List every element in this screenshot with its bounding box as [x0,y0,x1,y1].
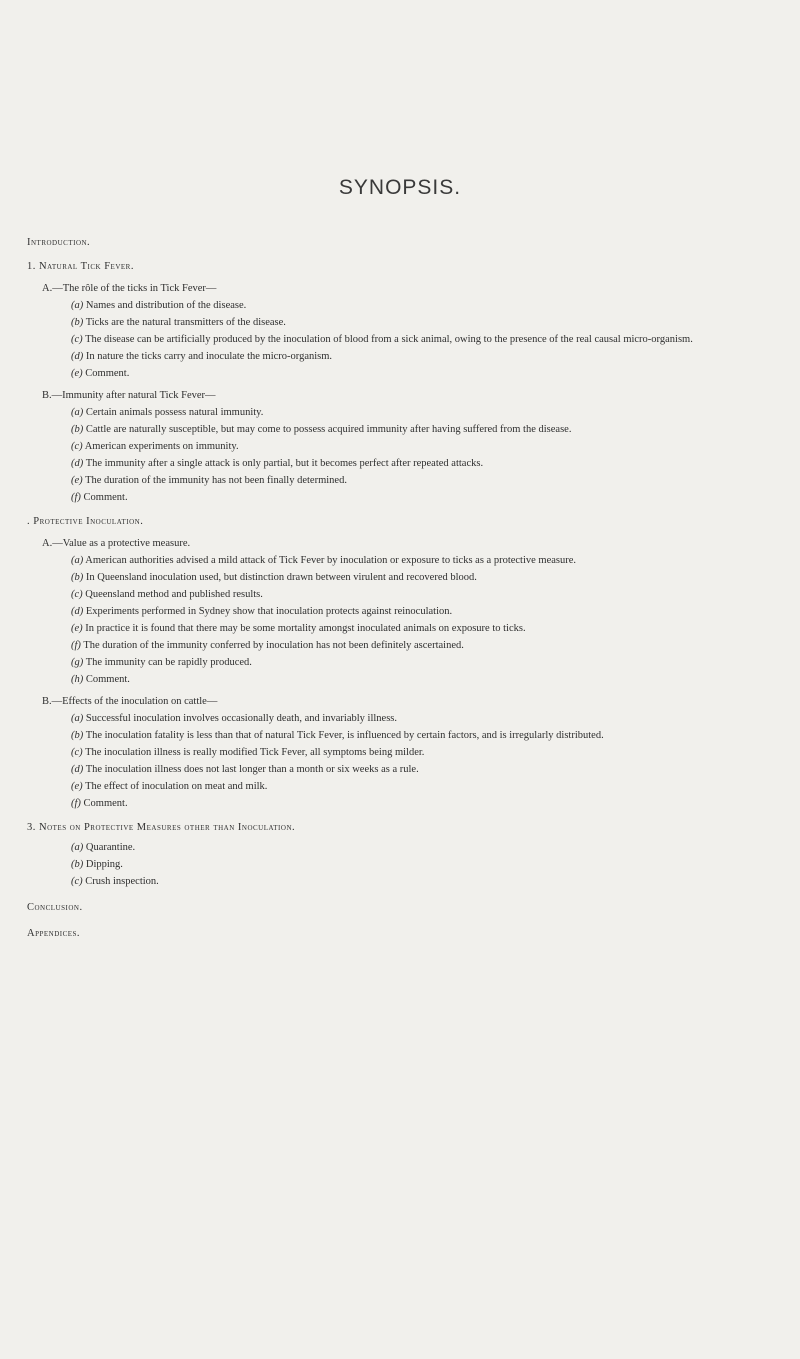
item-text: Quarantine. [85,842,136,853]
list-item [27,571,777,585]
item-text: The immunity after a single attack is only partial, but it becomes perfect after repeated attacks. [85,458,484,469]
item-text: Experiments performed in Sydney show that inoculation protects against reinoculation. [85,606,453,617]
item-text: In nature the ticks carry and inoculate the micro-organism. [85,351,333,362]
section-heading: . Protective Inoculation. [27,516,144,527]
item-marker: (d) [71,458,84,469]
subsection-heading: A.—The rôle of the ticks in Tick Fever— [42,283,217,294]
item-marker: (a) [71,407,84,418]
item-text: Ticks are the natural transmitters of the disease. [85,317,286,328]
list-item [27,299,777,313]
introduction-heading: Introduction. [27,237,91,248]
item-marker: (f) [71,640,81,651]
item-marker: (b) [71,317,84,328]
list-item [27,729,777,743]
list-item [27,491,777,505]
list-item [27,316,777,330]
list-item [27,875,777,889]
subsection [27,389,777,505]
item-marker: (e) [71,368,83,379]
list-item [27,841,777,855]
list-item [27,350,777,364]
item-text: Comment. [85,674,130,685]
item-text: In Queensland inoculation used, but distinction drawn between virulent and recovered blood. [85,572,477,583]
list-item [27,656,777,670]
item-text: Queensland method and published results. [85,589,263,600]
item-text: The duration of the immunity conferred by inoculation has not been definitely ascertained. [83,640,464,651]
item-text: The immunity can be rapidly produced. [85,657,252,668]
list-item [27,780,777,794]
item-text: American authorities advised a mild attack of Tick Fever by inoculation or exposure to ticks as a protective measure. [85,555,577,566]
list-item [27,712,777,726]
item-marker: (c) [71,334,83,345]
item-marker: (a) [71,555,84,566]
item-marker: (e) [71,475,83,486]
item-text: The inoculation illness does not last longer than a month or six weeks as a rule. [85,764,419,775]
item-marker: (d) [71,764,84,775]
list-item [27,474,777,488]
section [27,821,777,889]
section-heading: 1. Natural Tick Fever. [27,261,134,272]
item-marker: (a) [71,842,84,853]
item-marker: (d) [71,351,84,362]
item-text: Comment. [85,368,130,379]
list-item [27,622,777,636]
subsection-heading: A.—Value as a protective measure. [42,538,191,549]
item-text: In practice it is found that there may be some mortality amongst inoculated animals on exposure to ticks. [85,623,526,634]
list-item [27,333,777,347]
list-item [27,673,777,687]
synopsis-content [27,236,777,941]
sections-container [27,260,777,889]
item-marker: (c) [71,747,83,758]
section-heading: 3. Notes on Protective Measures other than Inoculation. [27,822,296,833]
item-text: Crush inspection. [85,876,159,887]
item-marker: (c) [71,589,83,600]
item-text: American experiments on immunity. [84,441,239,452]
item-marker: (g) [71,657,84,668]
item-text: The inoculation illness is really modified Tick Fever, all symptoms being milder. [85,747,425,758]
item-text: The disease can be artificially produced by the inoculation of blood from a sick animal, owing to the presence of the real causal micro-organism. [85,334,693,345]
list-item [27,423,777,437]
item-marker: (a) [71,300,84,311]
subsection [27,537,777,687]
subsection [27,282,777,381]
list-item [27,406,777,420]
list-item [27,763,777,777]
item-text: Comment. [83,492,128,503]
list-item [27,440,777,454]
item-text: Certain animals possess natural immunity. [85,407,264,418]
page-title: SYNOPSIS. [338,176,462,199]
item-marker: (b) [71,424,84,435]
list-item [27,588,777,602]
item-text: The duration of the immunity has not been finally determined. [85,475,347,486]
section [27,260,777,505]
item-marker: (b) [71,730,84,741]
list-item [27,605,777,619]
item-marker: (c) [71,441,83,452]
item-marker: (d) [71,606,84,617]
item-marker: (b) [71,572,84,583]
item-text: Comment. [83,798,128,809]
conclusion-heading: Conclusion. [27,902,83,913]
item-marker: (a) [71,713,84,724]
item-text: Dipping. [85,859,123,870]
list-item [27,797,777,811]
item-marker: (e) [71,781,83,792]
subsection-heading: B.—Immunity after natural Tick Fever— [42,390,216,401]
subsection [27,841,777,889]
list-item [27,457,777,471]
item-text: The effect of inoculation on meat and milk. [85,781,268,792]
subsection-heading: B.—Effects of the inoculation on cattle— [42,696,218,707]
item-marker: (c) [71,876,83,887]
list-item [27,858,777,872]
item-marker: (e) [71,623,83,634]
item-marker: (f) [71,492,81,503]
appendices-heading: Appendices. [27,928,81,939]
list-item [27,554,777,568]
item-text: Names and distribution of the disease. [85,300,247,311]
list-item [27,367,777,381]
item-marker: (h) [71,674,84,685]
item-text: Cattle are naturally susceptible, but may come to possess acquired immunity after having suffered from the disease. [85,424,572,435]
item-marker: (f) [71,798,81,809]
item-text: Successful inoculation involves occasionally death, and invariably illness. [85,713,398,724]
section [27,515,777,811]
list-item [27,639,777,653]
subsection [27,695,777,811]
item-text: The inoculation fatality is less than that of natural Tick Fever, is influenced by certain factors, and is irregularly distributed. [85,730,604,741]
list-item [27,746,777,760]
item-marker: (b) [71,859,84,870]
